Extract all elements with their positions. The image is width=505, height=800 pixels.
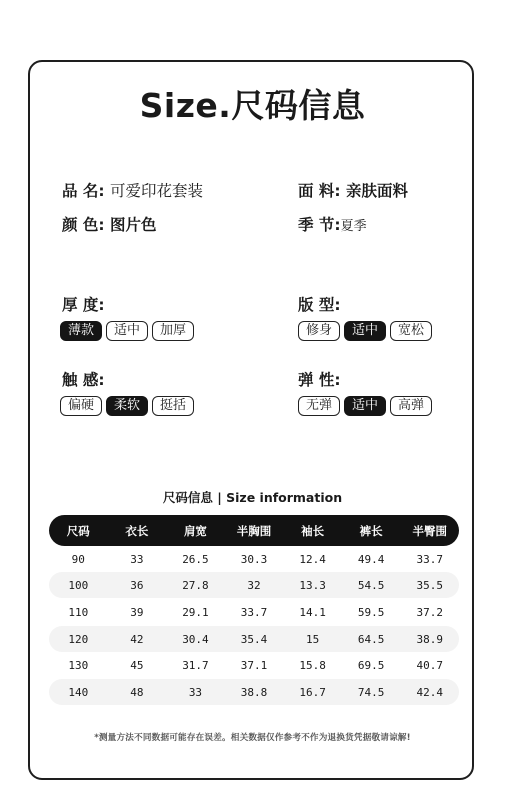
product-name-label: 品 名:: [62, 182, 105, 200]
table-cell: 42: [130, 632, 144, 646]
table-cell: 33.7: [240, 605, 268, 619]
header-cell: 半胸围: [236, 523, 272, 538]
table-cell: 30.4: [182, 632, 209, 646]
thickness-option-thick[interactable]: 加厚: [152, 321, 194, 341]
color-row: [62, 213, 157, 235]
touch-option-soft[interactable]: 柔软: [106, 396, 148, 416]
elasticity-option-none[interactable]: 无弹: [298, 396, 340, 416]
fit-option-slim[interactable]: 修身: [298, 321, 340, 341]
thickness-option-thin[interactable]: 薄款: [60, 321, 102, 341]
thickness-label: 厚 度:: [62, 296, 105, 314]
table-cell: 110: [68, 605, 89, 619]
table-cell: 29.1: [182, 605, 209, 619]
table-cell: 37.1: [240, 658, 268, 672]
table-cell: 27.8: [182, 578, 209, 592]
elasticity-options: [298, 396, 432, 416]
table-cell: 15: [305, 632, 320, 646]
table-cell: 90: [71, 552, 85, 566]
touch-option-crisp[interactable]: 挺括: [152, 396, 194, 416]
table-row: [49, 546, 459, 572]
table-cell: 48: [130, 685, 144, 699]
elasticity-option-medium[interactable]: 适中: [344, 396, 386, 416]
table-cell: 59.5: [357, 605, 385, 619]
table-cell: 140: [68, 685, 89, 699]
table-cell: 74.5: [357, 685, 385, 699]
size-table-header: [49, 515, 459, 546]
table-cell: 14.1: [299, 605, 326, 619]
thickness-options: [60, 321, 194, 341]
table-cell: 69.5: [357, 658, 385, 672]
table-row: [49, 679, 459, 705]
elasticity-label: 弹 性:: [298, 371, 341, 389]
fabric-label: 面 料:: [298, 182, 341, 200]
header-cell: 裤长: [359, 523, 383, 538]
table-cell: 64.5: [357, 632, 385, 646]
fabric-value: 亲肤面料: [346, 182, 409, 200]
header-cell: 半臀围: [412, 523, 447, 538]
header-cell: 袖长: [301, 523, 325, 538]
elasticity-option-high[interactable]: 高弹: [390, 396, 432, 416]
table-cell: 49.4: [357, 552, 385, 566]
thickness-option-medium[interactable]: 适中: [106, 321, 148, 341]
table-cell: 32: [247, 578, 261, 592]
table-cell: 33: [130, 552, 144, 566]
table-cell: 42.4: [416, 685, 443, 699]
color-label: 颜 色:: [62, 216, 105, 234]
table-cell: 12.4: [299, 552, 326, 566]
disclaimer-note: *测量方法不同数据可能存在误差。相关数据仅作参考不作为退换货凭据敬请谅解!: [94, 733, 411, 743]
season-value: 夏季: [340, 219, 367, 234]
season-row: [298, 213, 367, 235]
table-cell: 120: [68, 632, 89, 646]
product-name-value: 可爱印花套装: [110, 182, 204, 200]
season-label: 季 节:: [298, 216, 341, 234]
table-cell: 45: [130, 658, 144, 672]
fit-option-loose[interactable]: 宽松: [390, 321, 432, 341]
touch-option-stiff[interactable]: 偏硬: [60, 396, 102, 416]
table-cell: 33: [188, 685, 203, 699]
table-cell: 31.7: [182, 658, 209, 672]
size-table-title: 尺码信息 | Size information: [162, 490, 343, 505]
table-cell: 26.5: [182, 552, 209, 566]
table-cell: 38.8: [240, 685, 268, 699]
color-value: 图片色: [110, 216, 157, 234]
fit-option-regular[interactable]: 适中: [344, 321, 386, 341]
table-cell: 37.2: [416, 605, 443, 619]
table-cell: 38.9: [416, 632, 443, 646]
table-cell: 16.7: [299, 685, 326, 699]
fit-options: [298, 321, 432, 341]
header-cell: 肩宽: [183, 523, 207, 538]
table-cell: 30.3: [240, 552, 268, 566]
fabric-row: [298, 179, 408, 201]
touch-label: 触 感:: [62, 371, 105, 389]
header-cell: 衣长: [125, 523, 149, 538]
table-cell: 33.7: [416, 552, 443, 566]
product-name-row: [62, 179, 203, 201]
fit-label: 版 型:: [298, 296, 341, 314]
table-cell: 54.5: [357, 578, 385, 592]
page-title: Size.尺码信息: [139, 86, 366, 125]
table-row: [49, 652, 459, 678]
table-row: [49, 572, 459, 598]
touch-options: [60, 396, 194, 416]
table-cell: 13.3: [299, 578, 326, 592]
table-cell: 15.8: [299, 658, 326, 672]
table-cell: 100: [68, 578, 89, 592]
table-cell: 35.5: [416, 578, 443, 592]
table-cell: 130: [68, 658, 89, 672]
table-cell: 36: [130, 578, 144, 592]
header-cell: 尺码: [66, 523, 90, 538]
table-cell: 40.7: [416, 658, 443, 672]
table-row: [49, 599, 459, 625]
table-cell: 39: [130, 605, 144, 619]
table-cell: 35.4: [240, 632, 268, 646]
table-row: [49, 626, 459, 652]
